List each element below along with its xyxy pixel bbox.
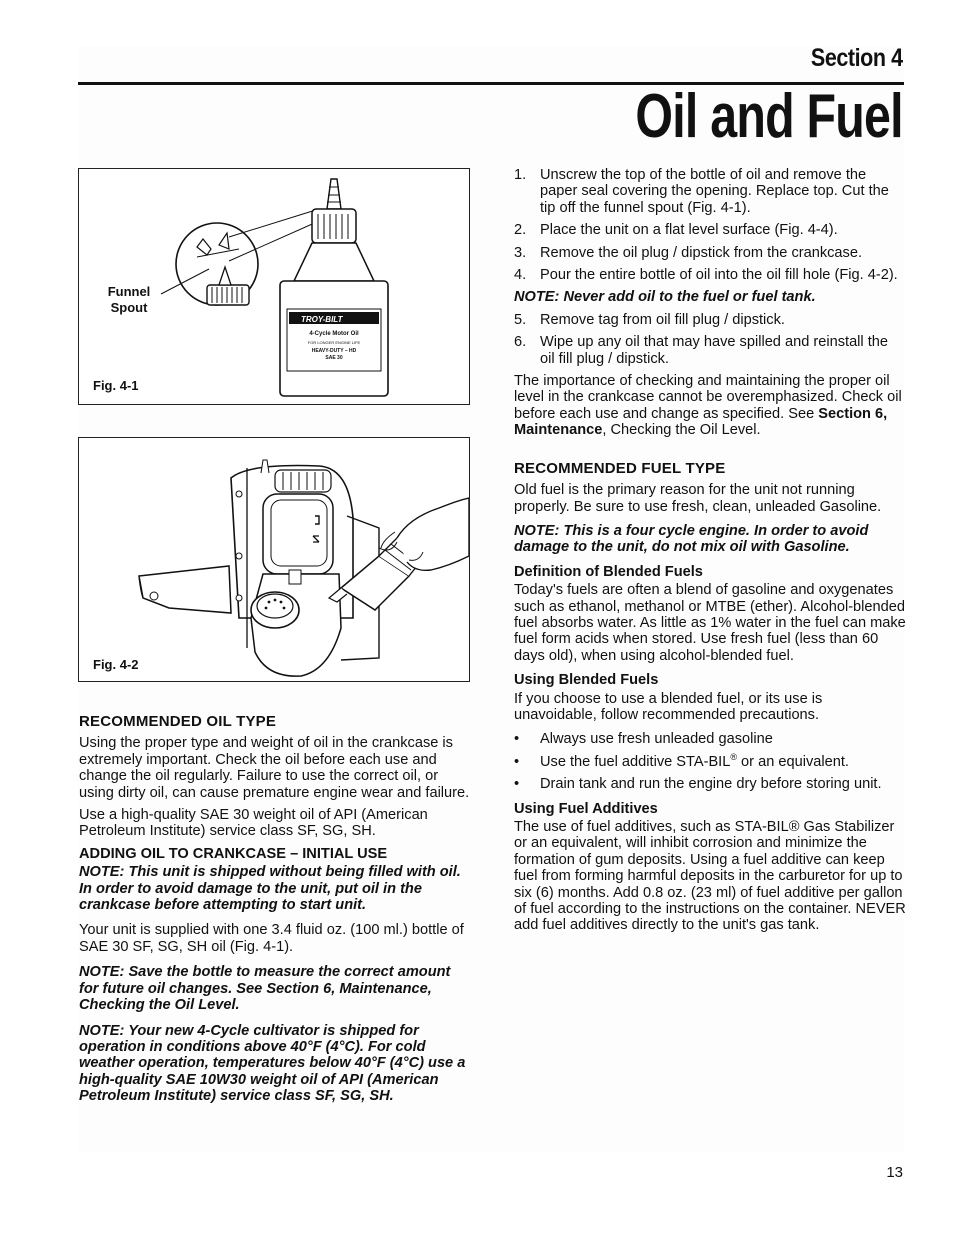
step-text: Place the unit on a flat level surface (Fig. 4-4).	[540, 222, 838, 239]
step-number: 3.	[514, 244, 527, 261]
list-item	[514, 167, 906, 216]
using-blended-fuels-heading: Using Blended Fuels	[514, 672, 659, 689]
cold-weather-note: NOTE: Your new 4-Cycle cultivator is shipped for operation in conditions above 40°F (4°C). For cold weather operation, temperatures below 40°F (4°C) use a high-quality SAE 10W30 weight oil of API (American Petroleum Institute) service class SF, SG, SH.	[79, 1022, 466, 1105]
list-item: • Use the fuel additive STA-BIL® or an equivalent.	[514, 751, 849, 770]
oil-type-heading: RECOMMENDED OIL TYPE	[79, 713, 277, 730]
list-item: • Drain tank and run the engine dry before storing unit.	[514, 776, 882, 793]
fuel-additives-paragraph: The use of fuel additives, such as STA-BIL® Gas Stabilizer or an equivalent, will inhibit corrosion and minimize the formation of gum deposits. Using a fuel additive can keep fuel from forming harmful deposits in the carburetor for up to six (6) months. Add 0.8 oz. (23 ml) of fuel additive per gallon of fuel according to the instructions on the container. NEVER add fuel additives directly to the unit's gas tank.	[514, 819, 906, 934]
step-number: 1.	[514, 167, 527, 183]
bullet-marker: •	[514, 776, 520, 793]
bottle-line-3: HEAVY-DUTY – HD	[311, 348, 357, 354]
save-bottle-note: NOTE: Save the bottle to measure the correct amount for future oil changes. See Section 6, Maintenance, Checking the Oil Level.	[79, 964, 451, 1014]
funnel-spout-callout: Funnel Spout	[107, 284, 151, 315]
page-number: 13	[886, 1164, 903, 1181]
section-label: Section 4	[811, 44, 903, 72]
step-text: Pour the entire bottle of oil into the oil fill hole (Fig. 4-2).	[540, 267, 898, 284]
bottle-line-4: SAE 30	[325, 355, 343, 361]
bottle-brand: TROY-BILT	[301, 315, 343, 324]
bottle-line-1: 4-Cycle Motor Oil	[309, 331, 359, 337]
fuel-type-heading: RECOMMENDED FUEL TYPE	[514, 459, 726, 477]
figure-4-1	[78, 168, 470, 405]
adding-oil-paragraph: Your unit is supplied with one 3.4 fluid oz. (100 ml.) bottle of SAE 30 SF, SG, SH oil (Fig. 4-1).	[79, 922, 464, 955]
blended-fuels-definition-paragraph: Today's fuels are often a blend of gasoline and oxygenates such as ethanol, methanol or MTBE (ether). Alcohol-blended fuel absorbs water. As little as 1% water in the fuel can make fuel form acids when stored. Use fresh fuel (less than 60 days old), when using alcohol-blended fuel.	[514, 582, 906, 664]
figure-4-2	[78, 437, 470, 682]
oil-steps-list-continued	[514, 312, 906, 367]
section-6-reference: Section 6, Maintenance	[514, 405, 888, 439]
blended-fuels-definition-heading: Definition of Blended Fuels	[514, 563, 703, 580]
figure-caption: Fig. 4-1	[93, 378, 139, 393]
page-title: Oil and Fuel	[635, 82, 903, 151]
list-item	[514, 267, 906, 283]
right-column	[514, 167, 906, 940]
step-number: 5.	[514, 311, 527, 328]
step-number: 6.	[514, 334, 527, 351]
step-text: Wipe up any oil that may have spilled and reinstall the oil fill plug / dipstick.	[540, 334, 889, 367]
oil-spec-paragraph: Use a high-quality SAE 30 weight oil of API (American Petroleum Institute) service class SF, SG, SH.	[79, 807, 428, 840]
importance-paragraph: The importance of checking and maintaining the proper oil level in the crankcase cannot be overemphasized. Check oil before each use and change as specified. See Section 6, Maintenance, Checking the Oil Level.	[514, 373, 902, 439]
step-text: Remove the oil plug / dipstick from the crankcase.	[540, 244, 863, 261]
bottle-line-2: FOR LONGER ENGINE LIFE	[307, 340, 361, 345]
fuel-precautions-list	[514, 731, 906, 792]
adding-oil-note: NOTE: This unit is shipped without being filled with oil. In order to avoid damage to the unit, put oil in the crankcase before attempting to start unit.	[79, 864, 461, 914]
list-item	[514, 222, 906, 238]
using-blended-fuels-paragraph: If you choose to use a blended fuel, or its use is unavoidable, follow recommended precautions.	[514, 690, 823, 723]
step-text: Unscrew the top of the bottle of oil and remove the paper seal covering the opening. Replace top. Cut the tip off the funnel spout (Fig. 4-1).	[540, 167, 889, 216]
adding-oil-heading: ADDING OIL TO CRANKCASE – INITIAL USE	[79, 845, 388, 862]
never-add-oil-note: NOTE: Never add oil to the fuel or fuel tank.	[514, 289, 816, 306]
list-item	[514, 312, 906, 328]
fuel-additives-heading: Using Fuel Additives	[514, 800, 658, 817]
step-number: 4.	[514, 267, 527, 284]
bullet-marker: •	[514, 731, 520, 748]
figure-caption: Fig. 4-2	[93, 657, 139, 672]
oil-steps-list	[514, 167, 906, 283]
oil-type-paragraph: Using the proper type and weight of oil in the crankcase is extremely important. Check the oil before each use and change the oil regularly. Failure to use the correct oil, or using dirty oil, can cause premature engine wear and failure.	[79, 735, 470, 801]
engine-illustration	[79, 438, 469, 681]
bullet-marker: •	[514, 753, 520, 770]
left-column	[79, 714, 471, 1111]
list-item	[514, 245, 906, 261]
fuel-type-paragraph: Old fuel is the primary reason for the unit not running properly. Be sure to use fresh, clean, unleaded Gasoline.	[514, 482, 882, 515]
list-item: • Always use fresh unleaded gasoline	[514, 731, 773, 748]
step-text: Remove tag from oil fill plug / dipstick.	[540, 311, 785, 328]
step-number: 2.	[514, 222, 527, 239]
list-item	[514, 334, 906, 367]
four-cycle-note: NOTE: This is a four cycle engine. In order to avoid damage to the unit, do not mix oil with Gasoline.	[514, 522, 869, 556]
